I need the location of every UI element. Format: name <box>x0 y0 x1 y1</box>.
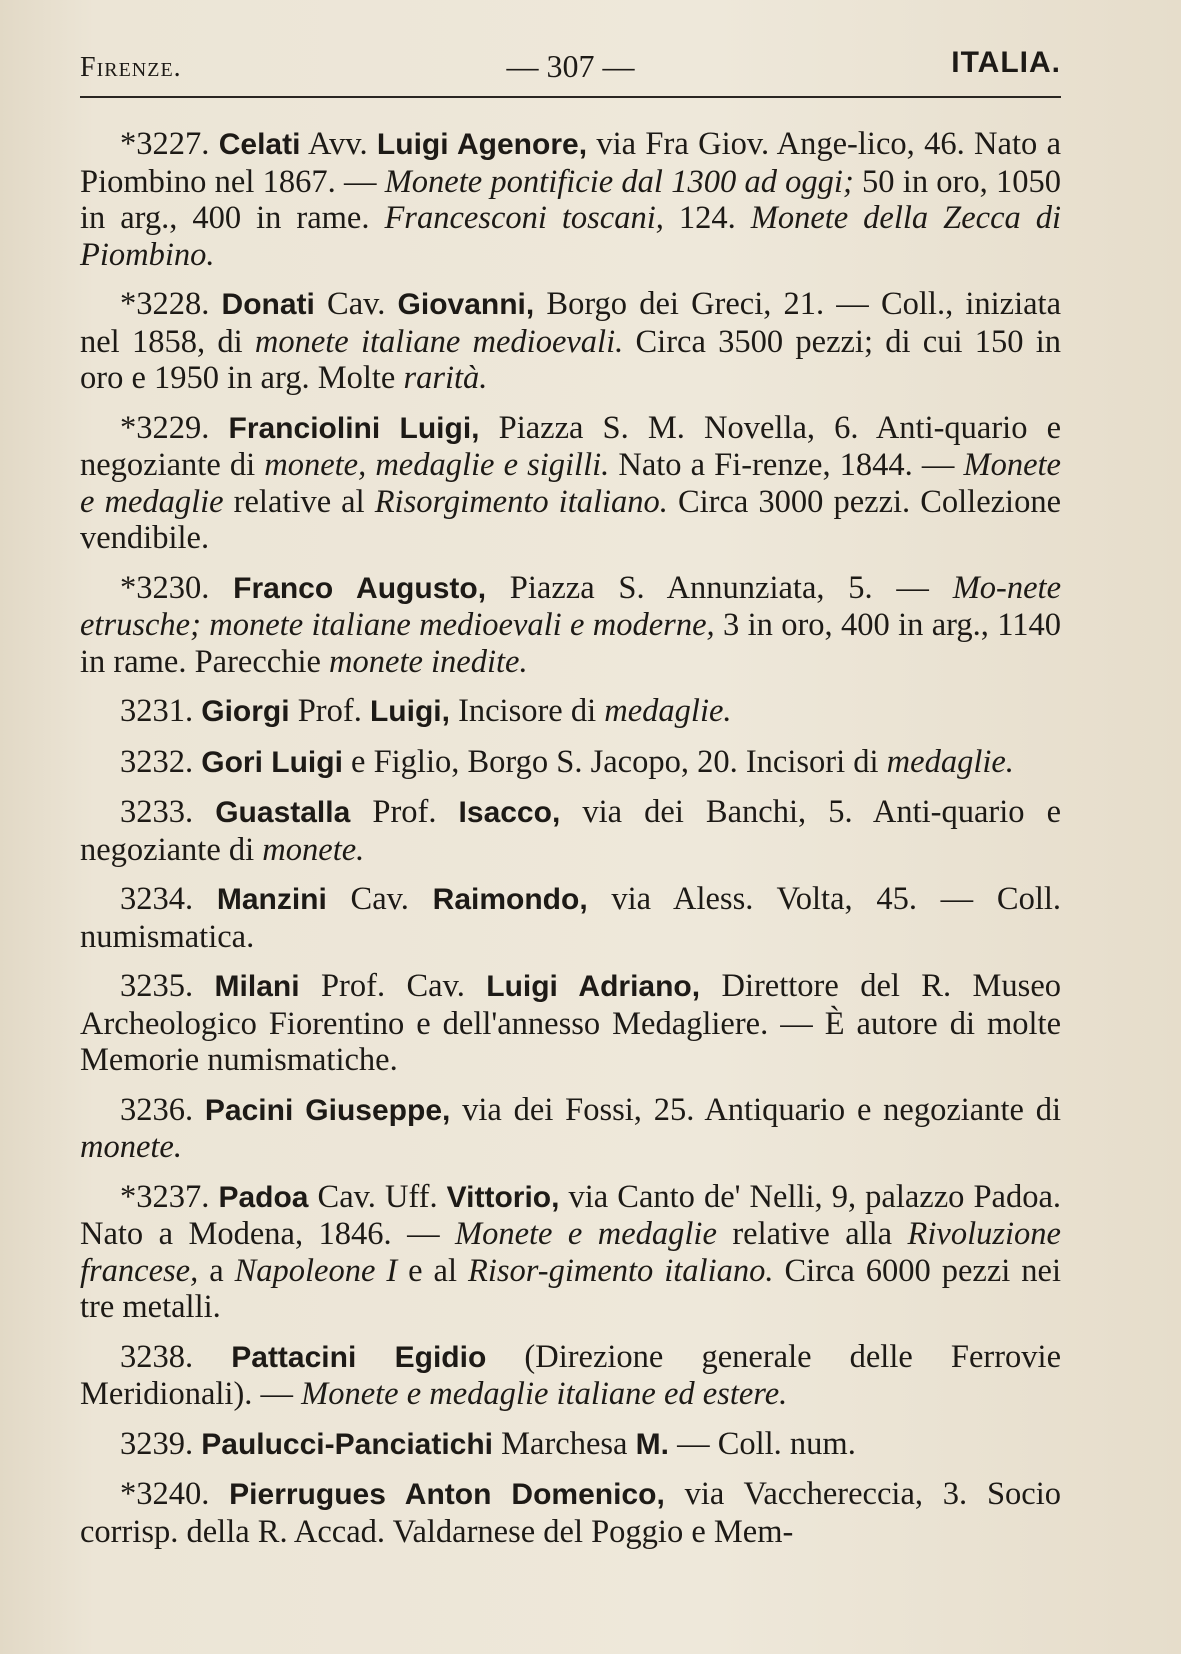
entry-number: *3228. <box>120 286 222 322</box>
entry-text: Avv. <box>300 126 377 162</box>
entry-text: a <box>198 1252 235 1289</box>
entry-italic-text: Monete e medaglie italiane ed estere. <box>301 1376 788 1412</box>
entry-text: e al <box>397 1252 468 1289</box>
entry-text: via Vacchereccia, 3. Socio corrisp. della R. Accad. Valdarnese del Poggio e Mem- <box>80 1476 1061 1550</box>
entry-number: 3233. <box>120 794 216 830</box>
collector-name: Pattacini Egidio <box>231 1340 487 1374</box>
entry-text: 3 in oro, 400 in arg., 1140 in rame. Parecchie <box>80 607 1061 680</box>
entry-number: *3237. <box>120 1178 219 1215</box>
entry-number: *3240. <box>120 1476 230 1512</box>
entry-text: Incisore di <box>449 693 605 729</box>
entry-text: relative al <box>223 483 375 520</box>
entry-italic-text: monete, medaglie e sigilli. <box>264 447 610 483</box>
collector-name: Luigi, <box>369 695 450 728</box>
collector-name: Milani <box>214 970 300 1003</box>
entry-italic-text: medaglie. <box>604 693 732 729</box>
entry-text: Circa 3000 pezzi. Collezione vendibile. <box>80 483 1061 556</box>
header-country: ITALIA. <box>951 46 1061 79</box>
collector-name: Giovanni, <box>397 288 535 321</box>
entry-number: 3236. <box>120 1091 205 1128</box>
header-city: Firenze. <box>80 52 182 83</box>
collector-name: Pierrugues Anton Domenico, <box>229 1478 665 1511</box>
entry-text: 50 in oro, 1050 in arg., 400 in rame. <box>80 163 1062 236</box>
collector-name: Vittorio, <box>446 1180 560 1214</box>
collector-entry-3240 <box>80 1476 1061 1550</box>
entry-text: Prof. Cav. <box>299 968 487 1004</box>
entry-italic-text: monete inedite. <box>329 643 528 680</box>
collector-name: Manzini <box>216 883 327 916</box>
collector-entry-3238 <box>80 1339 1061 1413</box>
collector-name: Padoa <box>218 1180 309 1214</box>
entry-text: Nato a Fi-renze, 1844. — <box>609 447 964 483</box>
collector-name: Celati <box>218 128 301 161</box>
entry-number: 3235. <box>120 968 215 1004</box>
collector-name: Franco Augusto, <box>233 571 487 605</box>
entry-text: via dei Fossi, 25. Antiquario e negoziante di <box>450 1091 1061 1128</box>
entry-number: 3239. <box>120 1425 202 1462</box>
entry-text: via Aless. Volta, 45. — Coll. numismatica. <box>80 881 1062 955</box>
collector-name: Luigi Adriano, <box>486 970 701 1003</box>
entry-number: 3234. <box>120 881 217 917</box>
entry-text: (Direzione generale delle Ferrovie Meridionali). — <box>80 1338 1062 1412</box>
collector-entry-3237 <box>80 1179 1061 1326</box>
entry-text: e Figlio, Borgo S. Jacopo, 20. Incisori di <box>342 743 887 780</box>
entry-text: Prof. <box>350 794 459 830</box>
entry-italic-text: monete. <box>80 1129 182 1165</box>
collector-entry-3239 <box>80 1426 1061 1464</box>
entry-italic-text: Napoleone I <box>234 1252 398 1289</box>
collector-name: M. <box>635 1427 669 1461</box>
collector-name: Pacini Giuseppe, <box>204 1093 451 1127</box>
entry-italic-text: Mo-nete etrusche; monete italiane medioevali e moderne, <box>80 569 1061 643</box>
entry-text: Marchesa <box>493 1425 636 1462</box>
entry-text: Borgo dei Greci, 21. — Coll., iniziata nel 1858, di <box>80 286 1061 360</box>
collector-name: Franciolini Luigi, <box>228 411 480 445</box>
entry-number: 3231. <box>120 693 202 729</box>
collector-entry-3230 <box>80 570 1061 681</box>
entry-text: Prof. <box>289 693 370 729</box>
entry-list <box>80 126 1061 1550</box>
entry-text: via dei Banchi, 5. Anti-quario e negoziante di <box>80 794 1061 868</box>
collector-entry-3235 <box>80 968 1061 1079</box>
entry-text: Piazza S. Annunziata, 5. — <box>486 569 953 606</box>
entry-number: 3232. <box>120 743 202 780</box>
collector-name: Paulucci-Panciatichi <box>201 1427 494 1461</box>
collector-entry-3227 <box>80 126 1061 273</box>
entry-text: via Canto de' Nelli, 9, palazzo Padoa. Nato a Modena, 1846. — <box>80 1178 1061 1252</box>
collector-name: Giorgi <box>201 695 290 728</box>
entry-number: 3238. <box>120 1338 232 1375</box>
entry-number: *3229. <box>120 409 229 446</box>
entry-text: via Fra Giov. Ange-lico, 46. Nato a Piombino nel 1867. — <box>80 126 1062 200</box>
collector-name: Isacco, <box>458 796 561 829</box>
collector-entry-3236 <box>80 1092 1061 1166</box>
collector-entry-3228 <box>80 286 1061 397</box>
entry-text: Circa 6000 pezzi nei tre metalli. <box>80 1252 1061 1325</box>
entry-italic-text: rarità. <box>403 360 488 396</box>
entry-italic-text: Rivoluzione francese, <box>80 1216 1061 1289</box>
entry-italic-text: Monete della Zecca di Piombino. <box>80 200 1062 273</box>
collector-name: Gori Luigi <box>201 745 343 779</box>
entry-text: Cav. <box>314 286 398 322</box>
running-header <box>80 40 1061 98</box>
entry-italic-text: Monete e medaglie <box>80 447 1061 520</box>
collector-entry-3233 <box>80 794 1061 868</box>
page-number: — 307 — <box>506 48 635 84</box>
collector-entry-3234 <box>80 881 1061 955</box>
collector-entry-3229 <box>80 410 1061 557</box>
entry-text: Circa 3500 pezzi; di cui 150 in oro e 1950 in arg. Molte <box>80 323 1062 396</box>
entry-text: Piazza S. M. Novella, 6. Anti-quario e negoziante di <box>80 409 1062 483</box>
entry-italic-text: monete italiane medioevali. <box>254 323 624 360</box>
entry-italic-text: monete. <box>262 831 365 868</box>
entry-italic-text: Francesconi toscani, <box>384 200 664 236</box>
entry-number: *3227. <box>120 126 219 162</box>
entry-italic-text: Monete pontificie dal 1300 ad oggi; <box>384 163 854 200</box>
collector-entry-3232 <box>80 744 1061 782</box>
collector-entry-3231 <box>80 693 1061 731</box>
entry-italic-text: medaglie. <box>886 743 1014 780</box>
collector-name: Guastalla <box>215 796 351 829</box>
entry-italic-text: Risorgimento italiano. <box>374 483 668 520</box>
entry-text: Cav. <box>326 881 433 917</box>
collector-name: Raimondo, <box>432 883 588 916</box>
collector-name: Donati <box>221 288 315 321</box>
entry-number: *3230. <box>120 569 234 606</box>
collector-name: Luigi Agenore, <box>376 128 588 161</box>
entry-text: Cav. Uff. <box>308 1178 447 1215</box>
entry-text: — Coll. num. <box>668 1425 856 1462</box>
entry-text: 124. <box>663 200 751 236</box>
entry-text: relative alla <box>716 1216 908 1252</box>
entry-italic-text: Monete e medaglie <box>455 1216 717 1252</box>
entry-italic-text: Risor-gimento italiano. <box>467 1252 774 1289</box>
entry-text: Direttore del R. Museo Archeologico Fiorentino e dell'annesso Medagliere. — È autore di molte Memorie numismatiche. <box>80 968 1061 1078</box>
